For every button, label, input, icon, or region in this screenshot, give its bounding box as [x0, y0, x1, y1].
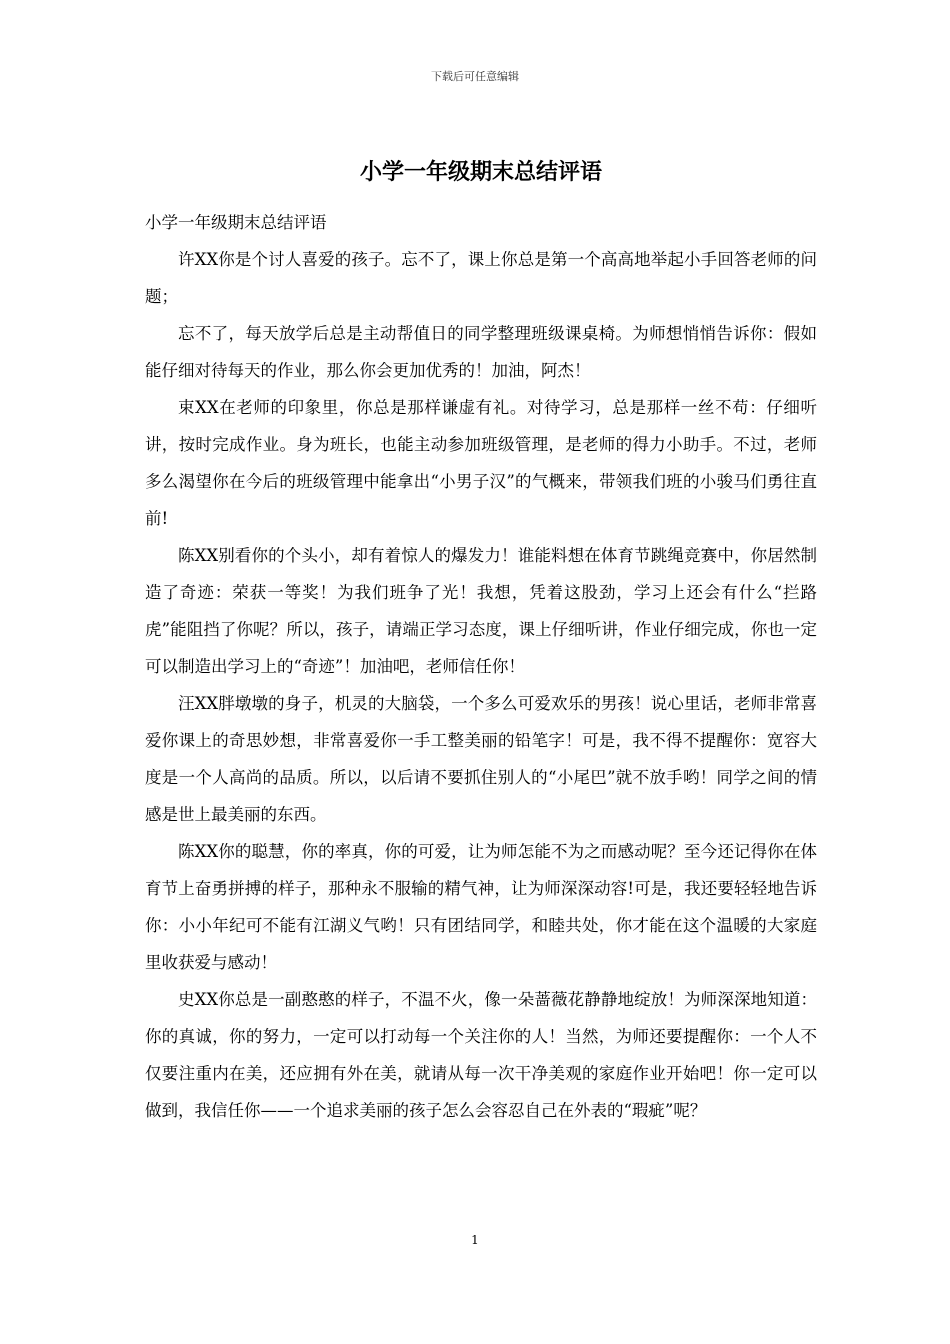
- comment-paragraph: 陈XX你的聪慧，你的率真，你的可爱，让为师怎能不为之而感动呢？至今还记得你在体育节上奋勇拼搏的样子，那种永不服输的精气神，让为师深深动容!可是，我还要轻轻地告诉你：小小年纪可不能有江湖义气哟！只有团结同学，和睦共处，你才能在这个温暖的大家庭里收获爱与感动！: [145, 842, 817, 972]
- comment-paragraph: 陈XX别看你的个头小，却有着惊人的爆发力！谁能料想在体育节跳绳竞赛中，你居然制造了奇迹：荣获一等奖！为我们班争了光！我想，凭着这股劲，学习上还会有什么“拦路虎”能阻挡了你呢？所以，孩子，请端正学习态度，课上仔细听讲，作业仔细完成，你也一定可以制造出学习上的“奇迹”！加油吧，老师信任你！: [145, 546, 817, 676]
- page-number: 1: [471, 1233, 479, 1247]
- comment-paragraph: 许XX你是个讨人喜爱的孩子。忘不了，课上你总是第一个高高地举起小手回答老师的问题；: [145, 250, 817, 306]
- comment-paragraph: 汪XX胖墩墩的身子，机灵的大脑袋，一个多么可爱欢乐的男孩！说心里话，老师非常喜爱你课上的奇思妙想，非常喜爱你一手工整美丽的铅笔字！可是，我不得不提醒你：宽容大度是一个人高尚的品质。所以，以后请不要抓住别人的“小尾巴”就不放手哟！同学之间的情感是世上最美丽的东西。: [145, 694, 817, 824]
- document-title: 小学一年级期末总结评语: [359, 160, 602, 185]
- subtitle-paragraph: 小学一年级期末总结评语: [145, 213, 327, 232]
- comment-paragraph: 忘不了，每天放学后总是主动帮值日的同学整理班级课桌椅。为师想悄悄告诉你：假如能仔细对待每天的作业，那么你会更加优秀的！加油，阿杰！: [145, 324, 817, 380]
- comment-paragraph: 束XX在老师的印象里，你总是那样谦虚有礼。对待学习，总是那样一丝不苟：仔细听讲，按时完成作业。身为班长，也能主动参加班级管理，是老师的得力小助手。不过，老师多么渴望你在今后的班级管理中能拿出“小男子汉”的气概来，带领我们班的小骏马们勇往直前!: [145, 398, 817, 528]
- page-header: 下载后可任意编辑: [431, 70, 519, 83]
- comment-paragraph: 史XX你总是一副憨憨的样子，不温不火，像一朵蔷薇花静静地绽放！为师深深地知道：你的真诚，你的努力，一定可以打动每一个关注你的人！当然，为师还要提醒你：一个人不仅要注重内在美，还应拥有外在美，就请从每一次干净美观的家庭作业开始吧！你一定可以做到，我信任你——一个追求美丽的孩子怎么会容忍自己在外表的“瑕疵”呢？: [145, 990, 817, 1120]
- document-body: [145, 155, 817, 1129]
